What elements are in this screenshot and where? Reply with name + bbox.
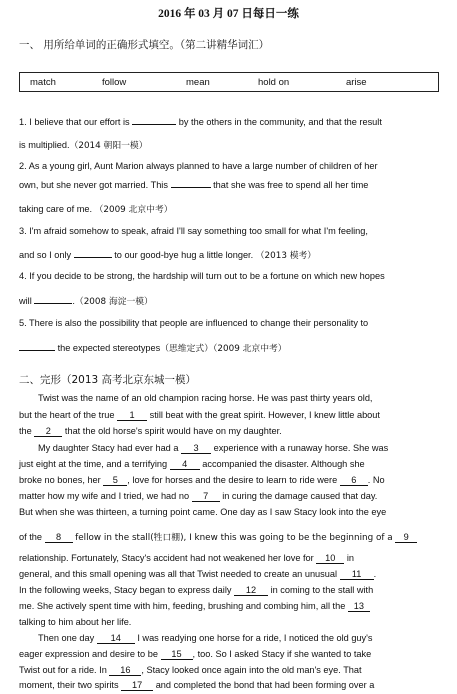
blank-number[interactable]: 2 — [34, 426, 62, 437]
question-2-line-2: own, but she never got married. This that she was free to spend all her time — [19, 180, 369, 190]
passage-line: moment, their two spirits 17 and completed the bond that had been forming over a — [19, 680, 375, 690]
word-bank-item: hold on — [258, 77, 290, 88]
answer-blank[interactable] — [74, 248, 112, 258]
question-3-line-2: and so I only to our good-bye hug a little longer. （2013 模考） — [19, 250, 317, 261]
blank-number[interactable]: 16 — [109, 665, 141, 676]
question-4-line-2: will .（2008 海淀一模） — [19, 296, 153, 307]
question-1-line-2: is multiplied.（2014 朝阳一模） — [19, 140, 148, 151]
passage-line: In the following weeks, Stacy began to express daily 12 in coming to the stall with — [19, 585, 374, 595]
blank-number[interactable]: 17 — [121, 680, 153, 691]
source-note: （2009 北京中考） — [94, 205, 173, 215]
passage-line: But when she was thirteen, a turning point came. One day as I saw Stacy look into the eye — [19, 507, 387, 517]
passage-line: My daughter Stacy had ever had a 3 experience with a runaway horse. She was — [38, 443, 389, 453]
page-title: 2016 年 03 月 07 日每日一练 — [158, 8, 299, 20]
source-note: （思维定式）（2009 北京中考） — [160, 344, 287, 354]
word-bank-item: follow — [102, 77, 127, 88]
question-5-line-1: 5. There is also the possibility that people are influenced to change their personality to — [19, 318, 369, 328]
question-1-line-1: 1. I believe that our effort is by the others in the community, and that the result — [19, 117, 382, 127]
word-bank — [19, 72, 439, 92]
word-bank-item: arise — [346, 77, 367, 88]
passage-line: Twist was the name of an old champion racing horse. He was past thirty years old, — [38, 393, 373, 403]
blank-number[interactable]: 14 — [97, 633, 135, 644]
passage-line: relationship. Fortunately, Stacy's accident had not weakened her love for 10 in — [19, 553, 355, 563]
passage-line: broke no bones, her 5 , love for horses and the desire to learn to ride were 6 . No — [19, 475, 385, 485]
passage-line: of the 8 fellow in the stall(牲口棚), I knew this was going to be the beginning of a 9 — [19, 530, 439, 543]
blank-number[interactable]: 15 — [161, 649, 193, 660]
blank-number[interactable]: 13 — [348, 601, 370, 612]
source-note: （2008 海淀一模） — [74, 297, 153, 307]
blank-number[interactable]: 11 — [340, 569, 374, 580]
passage-line: Twist out for a ride. In 16 , Stacy looked once again into the old man's eye. That — [19, 665, 362, 675]
answer-blank[interactable] — [171, 178, 211, 188]
blank-number[interactable]: 6 — [340, 475, 368, 486]
word-bank-item: mean — [186, 77, 210, 88]
passage-line: talking to him about her life. — [19, 617, 132, 627]
blank-number[interactable]: 4 — [170, 459, 200, 470]
passage-line: just eight at the time, and a terrifying 4 accompanied the disaster. Although she — [19, 459, 365, 469]
passage-line: me. She actively spent time with him, feeding, brushing and combing him, all the 13 — [19, 601, 439, 612]
answer-blank[interactable] — [34, 294, 72, 304]
passage-line: but the heart of the true 1 still beat with the great spirit. However, I knew little about — [19, 410, 380, 420]
question-4-line-1: 4. If you decide to be strong, the hardship will turn out to be a fortune on which new hopes — [19, 271, 385, 281]
blank-number[interactable]: 5 — [103, 475, 127, 486]
blank-number[interactable]: 1 — [117, 410, 147, 421]
blank-number[interactable]: 10 — [316, 553, 344, 564]
passage-line: matter how my wife and I tried, we had no 7 in curing the damage caused that day. — [19, 491, 378, 501]
word-bank-item: match — [30, 77, 56, 88]
section2-heading: 二、完形（2013 高考北京东城一模） — [19, 374, 197, 386]
blank-number[interactable]: 12 — [234, 585, 268, 596]
blank-number[interactable]: 3 — [181, 443, 211, 454]
question-3-line-1: 3. I'm afraid somehow to speak, afraid I'll say something too small for what I'm feeling, — [19, 226, 368, 236]
answer-blank[interactable] — [132, 115, 176, 125]
source-note: （2014 朝阳一模） — [69, 141, 148, 151]
blank-number[interactable]: 8 — [45, 532, 73, 543]
passage-line: general, and this small opening was all that Twist needed to create an unusual 11 . — [19, 569, 377, 579]
question-5-line-2: the expected stereotypes（思维定式）（2009 北京中考） — [19, 341, 439, 354]
answer-blank[interactable] — [19, 341, 55, 351]
passage-line: eager expression and desire to be 15 , too. So I asked Stacy if she wanted to take — [19, 649, 372, 659]
blank-number[interactable]: 7 — [192, 491, 220, 502]
question-2-line-3: taking care of me. （2009 北京中考） — [19, 204, 173, 215]
blank-number[interactable]: 9 — [395, 532, 417, 543]
passage-line: Then one day 14 I was readying one horse for a ride, I noticed the old guy's — [38, 633, 373, 643]
question-2-line-1: 2. As a young girl, Aunt Marion always planned to have a large number of children of her — [19, 161, 378, 171]
section1-heading: 一、 用所给单词的正确形式填空。（第二讲精华词汇） — [19, 39, 270, 51]
source-note: （2013 模考） — [255, 251, 317, 261]
passage-line: the 2 that the old horse's spirit would have on my daughter. — [19, 426, 282, 436]
